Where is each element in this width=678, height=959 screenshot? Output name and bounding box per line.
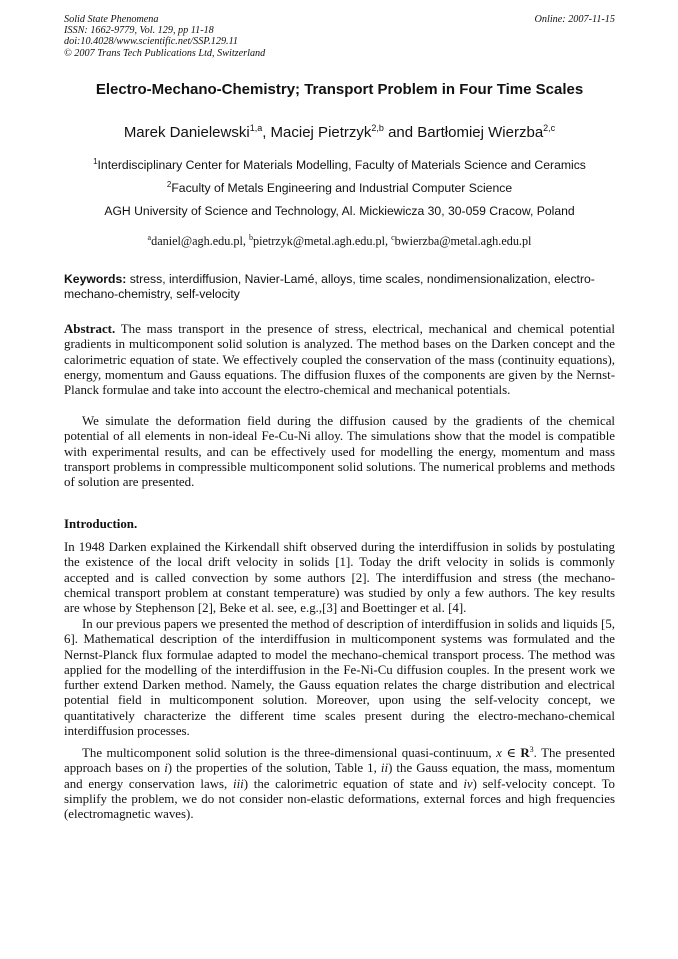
copyright-line: © 2007 Trans Tech Publications Ltd, Switzerland [64,47,266,59]
math-var: x [496,746,502,760]
enum-marker: i [164,761,168,776]
author-sup: 1,a [249,123,263,133]
math-set: R [520,746,530,760]
affiliation-1 [64,158,615,172]
math-op: ∈ [501,746,521,760]
keywords-label: Keywords: [64,272,127,286]
email-address: pietrzyk@metal.agh.edu.pl [252,234,386,248]
intro-p3-text: ) the calorimetric equation of state and [243,776,464,791]
email-address: bwierzba@metal.agh.edu.pl [394,234,532,248]
author-sep: , [262,124,271,141]
doi-line: doi:10.4028/www.scientific.net/SSP.129.11 [64,36,239,48]
email-address: daniel@agh.edu.pl [151,234,243,248]
intro-p3-text: ) the Gauss equation, the mass, momentum and energy conservation laws, [64,761,616,791]
keywords-text: stress, interdiffusion, Navier-Lamé, alloys, time scales, nondimensionalization, electro-mechano-chemistry, self-velocity [64,272,595,302]
affiliation-2 [64,181,615,195]
affiliation-text: Interdisciplinary Center for Materials Modelling, Faculty of Materials Science and Ceramics [97,158,586,172]
intro-paragraph-3 [64,746,615,822]
author-sup: 2,b [371,123,384,133]
enum-marker: iv [463,776,473,791]
abstract-paragraph-1 [64,322,615,398]
section-heading-introduction: Introduction. [64,517,138,531]
affiliation-sup: 2 [166,180,172,189]
affiliation-text: Faculty of Metals Engineering and Industrial Computer Science [171,181,513,195]
affiliation-sup: 1 [93,157,98,166]
keywords [64,272,615,303]
author-name: Marek Danielewski [123,124,250,141]
intro-p3-text: ) self-velocity concept. To simplify the problem, we do not consider non-elastic deformations, external forces and high frequencies (electromagnetic waves). [64,776,615,822]
author-sup: 2,c [543,123,556,133]
email-sup: b [248,233,253,242]
intro-p3-text: ) the properties of the solution, Table 1, [167,761,381,776]
abstract-paragraph-2: We simulate the deformation field during the diffusion caused by the gradients of the chemical potential of all elements in non-ideal Fe-Cu-Ni alloy. The simulations show that the model is compatible with experimental results, and can be effectively used for modelling the energy, momentum and mass transport problems in compressible multicomponent solid solutions. The numerical problems and methods of solution are presented. [64,414,615,490]
enum-marker: iii [232,776,244,791]
email-sep: , [385,234,392,248]
paper-title: Electro-Mechano-Chemistry; Transport Problem in Four Time Scales [95,81,584,98]
intro-p3-text: The multicomponent solid solution is the three-dimensional quasi-continuum, [82,746,497,760]
online-date: Online: 2007-11-15 [534,14,615,25]
issn-line: ISSN: 1662-9779, Vol. 129, pp 11-18 [64,25,214,37]
intro-p3-text: . The presented approach bases on [64,746,615,776]
email-sup: c [391,233,395,242]
journal-name: Solid State Phenomena [64,14,159,25]
author-name: Bartłomiej Wierzba [417,124,544,141]
email-sup: a [147,233,152,242]
author-sep: and [383,124,418,141]
math-sup: 3 [529,745,534,754]
enum-marker: ii [380,761,389,776]
journal-header [64,14,615,59]
author-name: Maciej Pietrzyk [270,124,372,141]
affiliation-3 [64,204,615,218]
math-expression [496,746,534,760]
abstract-label: Abstract. [64,322,116,336]
intro-paragraph-1: In 1948 Darken explained the Kirkendall shift observed during the interdiffusion in solids by postulating the existence of the local drift velocity in solids [1]. Today the drift velocity in solids is commonly accepted and is called convection by some authors [2]. The interdiffusion and stress (the mechano-chemical transport problem at constant temperature) was studied by only a few authors. The key results are whose by Stephenson [2], Beke et al. see, e.g.,[3] and Boettinger et al. [4]. [64,540,615,616]
abstract-text: The mass transport in the presence of stress, electrical, mechanical and chemical potential gradients in multicomponent solid solution is analyzed. The method bases on the Darken concept and the calorimetric equation of state. We effectively coupled the conservation of the mass (continuity equations), energy, momentum and Gauss equations. The diffusion fluxes of the components are given by the Nernst-Planck formulae and take into account the electro-chemical and mechanical potentials. [64,322,615,398]
affiliation-text: AGH University of Science and Technology, Al. Mickiewicza 30, 30-059 Cracow, Poland [104,204,575,218]
intro-paragraph-2: In our previous papers we presented the method of description of interdiffusion in solids and liquids [5, 6]. Mathematical description of the interdiffusion in multicomponent systems was formulated and the Nernst-Planck flux formulae adapted to model the mechano-chemical transport process. The method was applied for the modelling of the interdiffusion in the Fe-Ni-Cu diffusion couples. In the present work we further extend Darken method. Namely, the Gauss equation relates the charge distribution and electrical potential field in multicomponent solution. Moreover, upon using the self-velocity concept, we quantitatively characterize the different time scales present during the electro-mechano-chemical interdiffusion processes. [64,617,615,739]
email-sep: , [242,234,249,248]
author-list [64,124,615,141]
email-list [64,234,615,249]
